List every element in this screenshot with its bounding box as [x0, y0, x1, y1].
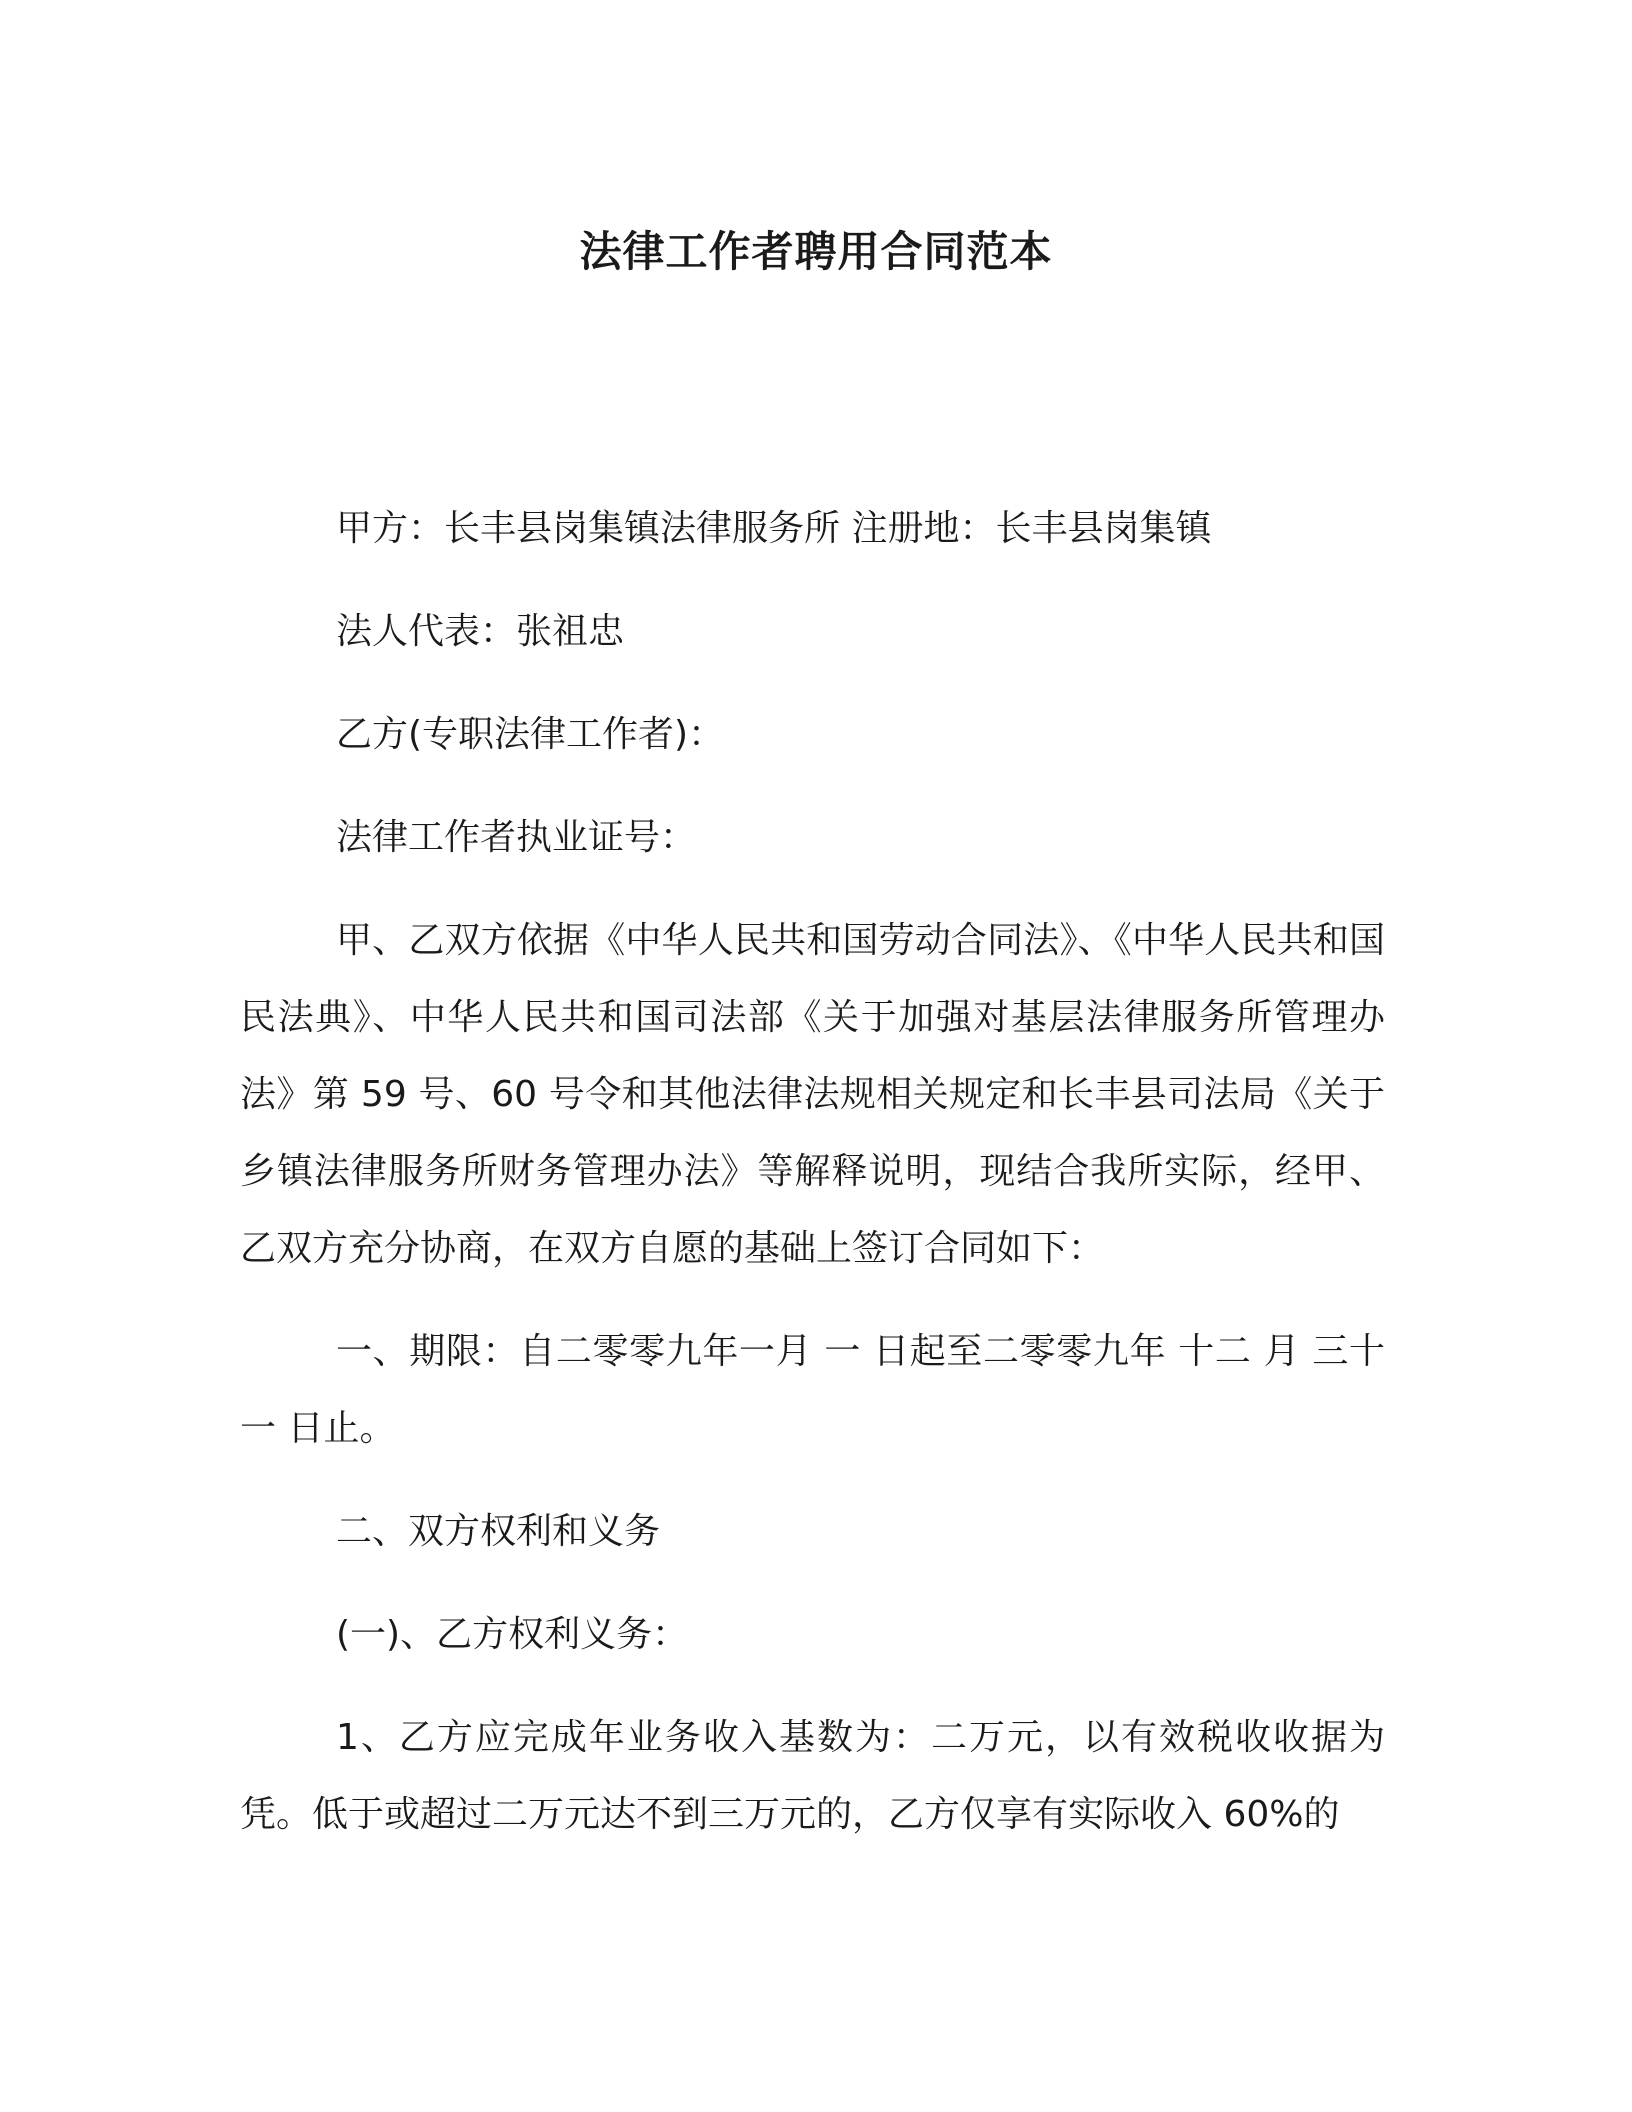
- legal-representative-line: 法人代表：张祖忠: [336, 611, 625, 652]
- license-number-line: 法律工作者执业证号：: [336, 817, 697, 858]
- party-a-line: 甲方：长丰县岗集镇法律服务所 注册地：长丰县岗集镇: [336, 508, 1212, 549]
- document-title: 法律工作者聘用合同范本: [579, 227, 1053, 276]
- preamble-paragraph: 甲、乙双方依据《中华人民共和国劳动合同法》、《中华人民共和国民法典》、中华人民共和国司法部《关于加强对基层法律服务所管理办法》第 59 号、60 号令和其他法律法规相关规定和长丰县司法局《关于乡镇法律服务所财务管理办法》等解释说明，现结合我所实际，经甲、乙双方充分协商，在双方自愿的基础上签订合同如下：: [240, 920, 1385, 1269]
- rights-duties-heading: 二、双方权利和义务: [336, 1511, 661, 1552]
- term-clause: 一、期限：自二零零九年一月 一 日起至二零零九年 十二 月 三十一 日止。: [240, 1331, 1385, 1449]
- party-b-line: 乙方(专职法律工作者)：: [336, 714, 725, 755]
- party-b-rights-heading: (一)、乙方权利义务：: [336, 1614, 689, 1655]
- clause-1-paragraph: 1、乙方应完成年业务收入基数为：二万元，以有效税收收据为凭。低于或超过二万元达不到三万元的，乙方仅享有实际收入 60%的: [240, 1717, 1385, 1835]
- document-body: [240, 490, 1385, 1879]
